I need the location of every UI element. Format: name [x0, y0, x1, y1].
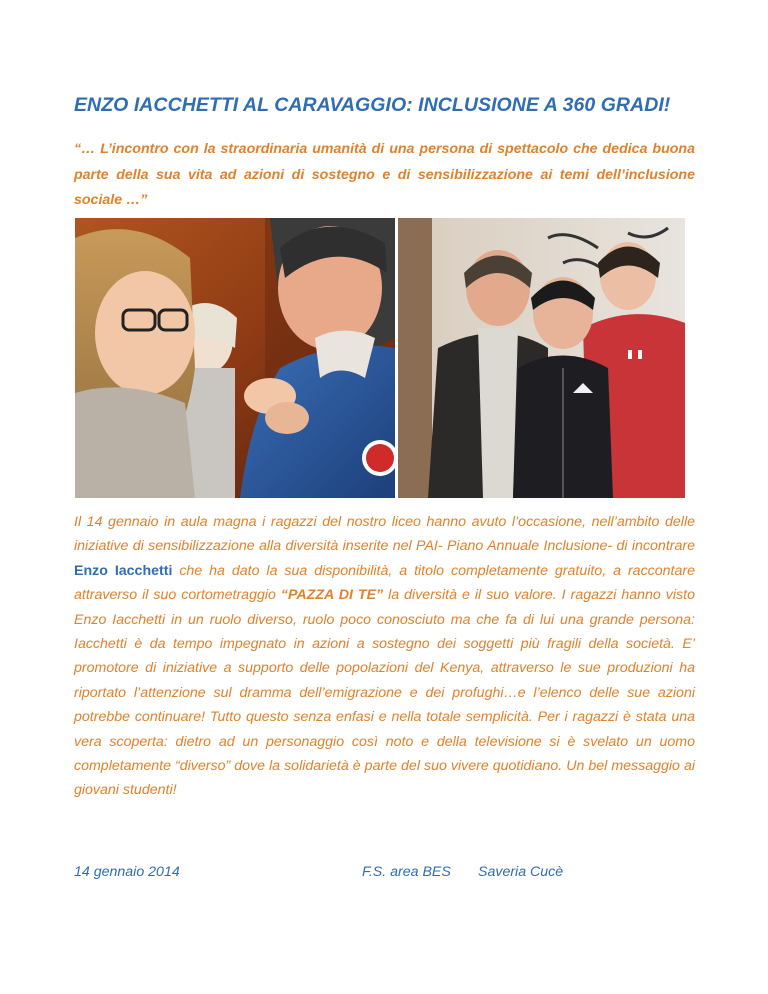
person-name: Enzo Iacchetti	[74, 562, 173, 579]
photo-group	[398, 218, 685, 498]
article-quote: “… L’incontro con la straordinaria umanità di una persona di spettacolo che dedica buona parte della sua vita ad azioni di sostegno e di sensibilizzazione ai temi dell’inclusione sociale …”	[74, 141, 695, 208]
body-text-part1: Il 14 gennaio in aula magna i ragazzi del nostro liceo hanno avuto l’occasione, nell’ambito delle iniziative di sensibilizzazione alla diversità inserite nel PAI- Piano Annuale Inclusione- di incontrare	[74, 514, 695, 555]
body-text-part3: la diversità e il suo valore. I ragazzi hanno visto Enzo Iacchetti in un ruolo diverso, ruolo poco conosciuto ma che fa di lui una grande persona: Iacchetti è da tempo impegnato in azioni a sostegno dei soggetti più fragili della società. E’ promotore di iniziative a supporto delle popolazioni del Kenya, attraverso le sue produzioni ha riportato l’attenzione sul dramma dell’emigrazione e dei profughi…e l’elenco delle sue azioni potrebbe continuare! Tutto questo senza enfasi e nella totale semplicità. Per i ragazzi è stata una vera scoperta: dietro ad un personaggio così noto e della televisione si è svelato un uomo completamente “diverso” dove la solidarietà è parte del suo vivere quotidiano. Un bel messaggio ai giovani studenti!	[74, 587, 695, 799]
film-title: “PAZZA DI TE”	[280, 587, 384, 604]
photo-collage	[75, 218, 685, 498]
footer-author: Saveria Cucè	[478, 864, 564, 880]
article-title: ENZO IACCHETTI AL CARAVAGGIO: INCLUSIONE A 360 GRADI!	[74, 94, 671, 116]
footer-role: F.S. area BES	[362, 864, 451, 880]
body-text-part2: che ha dato la sua disponibilità, a titolo completamente gratuito, a raccontare attraverso il suo cortometraggio	[74, 562, 695, 604]
article-body	[74, 510, 695, 803]
photo-meeting	[75, 218, 395, 498]
footer-date: 14 gennaio 2014	[74, 864, 180, 880]
